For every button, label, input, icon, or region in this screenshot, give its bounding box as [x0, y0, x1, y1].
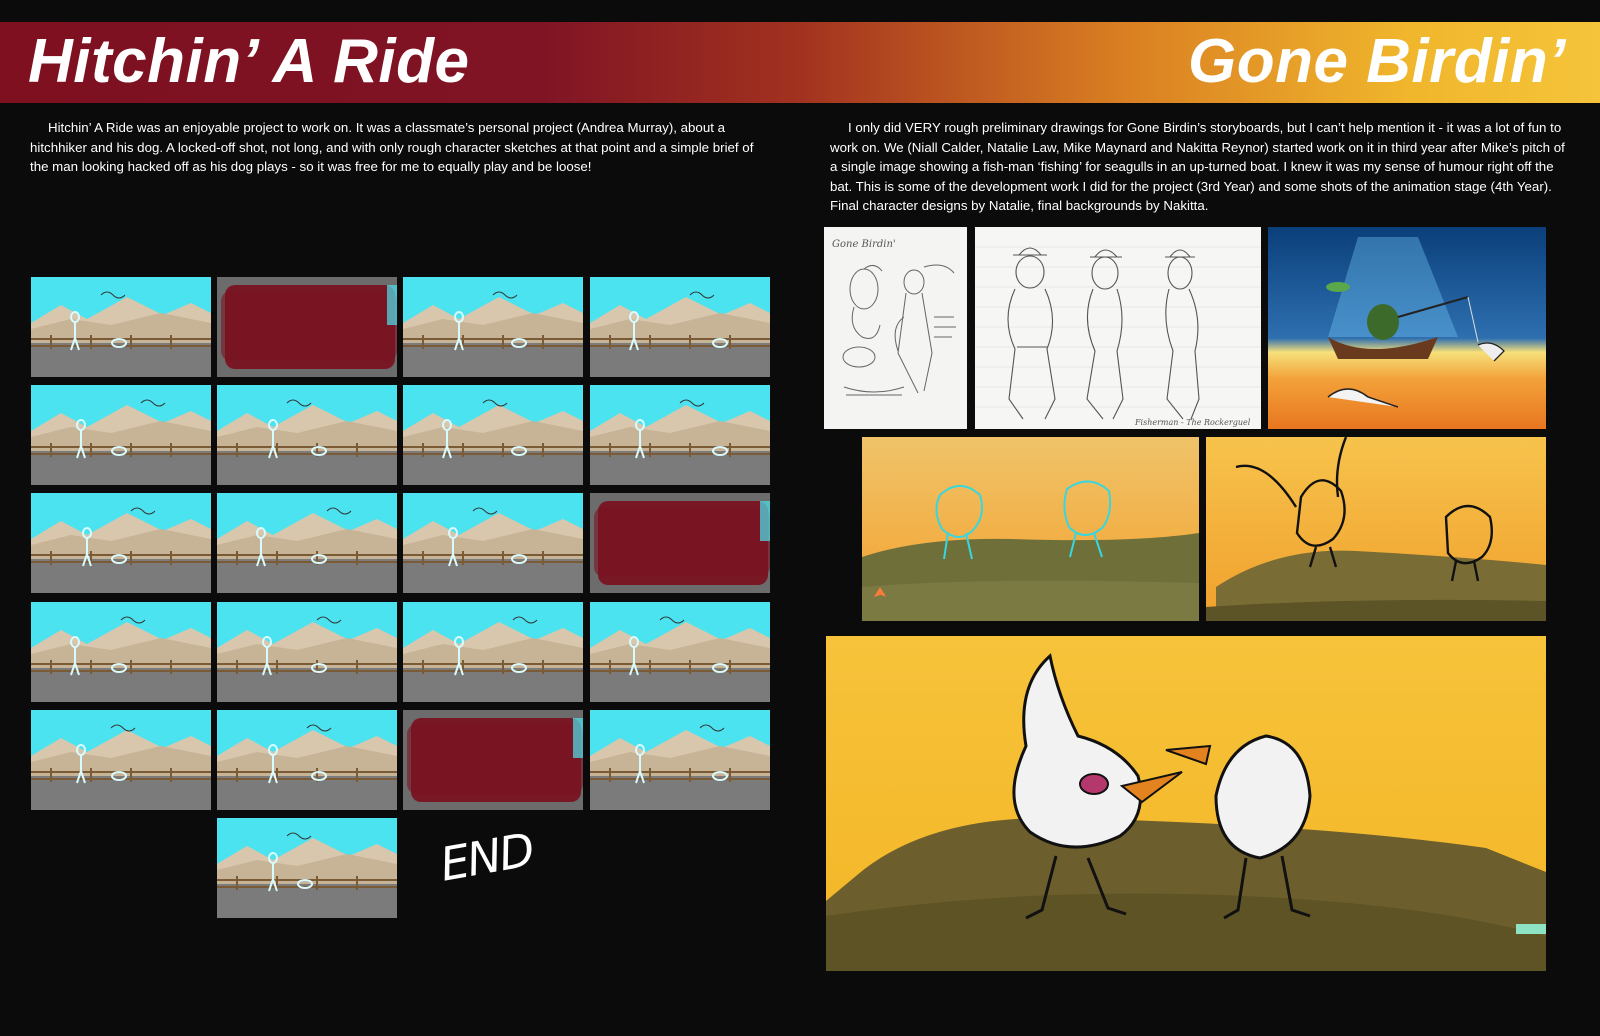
left-description: Hitchin’ A Ride was an enjoyable project to work on. It was a classmate’s personal project (Andrea Murray), about a hitchhiker and his dog. A locked-off shot, not long, and with only rough character sketches at that point and a simple brief of the man looking hacked off as his dog plays - so it was free for me to equally play and be loose! [30, 120, 754, 174]
seagull-final-frame [826, 636, 1546, 971]
right-description: I only did VERY rough preliminary drawings for Gone Birdin’s storyboards, but I can’t help mention it - it was a lot of fun to work on. We (Niall Calder, Natalie Law, Mike Maynard and Nakitta Reynor) started work on it in third year after Mike’s pitch of a single image showing a fish-man ‘fishing’ for seagulls in an up-turned boat. I knew it was my sense of humour right off the bat. This is some of the development work I did for the project (3rd Year) and some shots of the animation stage (4th Year). Final character designs by Natalie, final backgrounds by Nakitta. [830, 120, 1565, 213]
storyboard-frame-bus [590, 493, 770, 593]
sketch-sheet-fisherman-turnaround [975, 227, 1261, 429]
storyboard-frame [590, 277, 770, 377]
end-label: END [436, 822, 537, 892]
storyboard-frame [217, 493, 397, 593]
storyboard-frame [217, 710, 397, 810]
storyboard-frame [217, 818, 397, 918]
storyboard-frame [31, 277, 211, 377]
storyboard-frame-bus [403, 710, 583, 810]
right-title: Gone Birdin’ [1188, 27, 1566, 96]
storyboard-frame [403, 493, 583, 593]
storyboard-frame [217, 602, 397, 702]
sketch-sheet-characters [824, 227, 967, 429]
storyboard-frame [403, 277, 583, 377]
sketch-sheet-2-caption: Fisherman - The Rockerguel [1135, 418, 1251, 427]
storyboard-frame [31, 385, 211, 485]
seagull-flap-frame [1206, 437, 1546, 621]
storyboard-frame-bus [217, 277, 397, 377]
boat-scene-colour [1268, 227, 1546, 429]
seagull-rough-animation [862, 437, 1199, 621]
storyboard-frame [403, 385, 583, 485]
sketch-sheet-1-caption: Gone Birdin' [832, 239, 896, 250]
storyboard-frame [590, 602, 770, 702]
storyboard-frame [31, 602, 211, 702]
storyboard-frame [31, 710, 211, 810]
storyboard-frame [31, 493, 211, 593]
storyboard-frame [590, 385, 770, 485]
storyboard-frame [403, 602, 583, 702]
storyboard-frame [590, 710, 770, 810]
storyboard-frame [217, 385, 397, 485]
left-title: Hitchin’ A Ride [28, 27, 470, 96]
